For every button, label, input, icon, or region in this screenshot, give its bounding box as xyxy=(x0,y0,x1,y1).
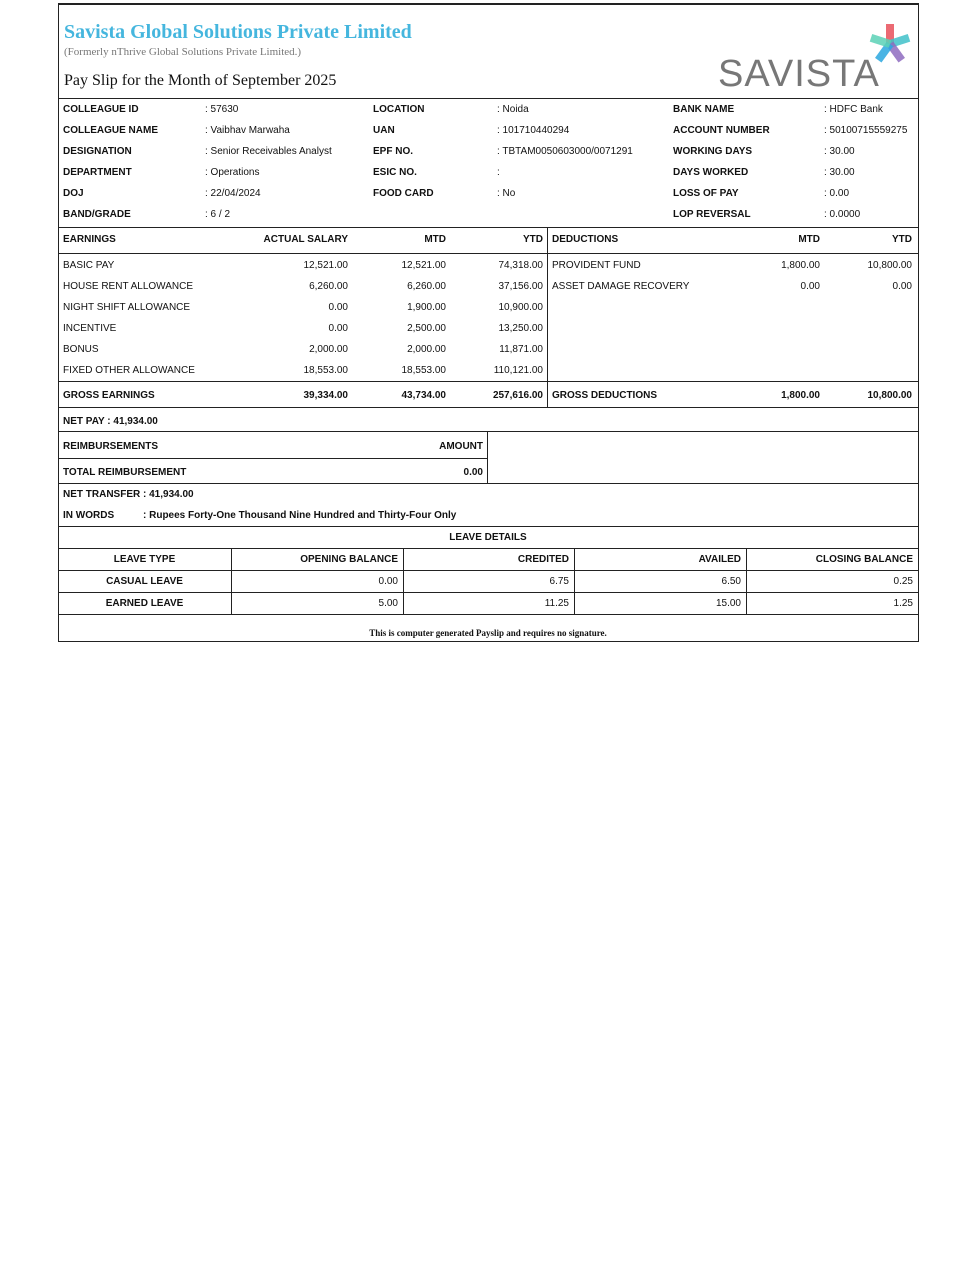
leave-row-value: 1.25 xyxy=(893,598,913,609)
earning-row-value: 0.00 xyxy=(328,302,348,313)
earning-row-label: INCENTIVE xyxy=(63,323,117,334)
leave-row-value: 5.00 xyxy=(378,598,398,609)
leave-row-value: 0.25 xyxy=(893,576,913,587)
earnings-header-value: MTD xyxy=(424,234,446,245)
earning-row-value: 37,156.00 xyxy=(498,281,543,292)
earning-row-value: 12,521.00 xyxy=(401,260,446,271)
leave-header-value: AVAILED xyxy=(698,554,741,565)
info-label: ESIC NO. xyxy=(373,167,417,178)
deduction-row-value: 10,800.00 xyxy=(867,260,912,271)
info-value: : 50100715559275 xyxy=(824,125,908,136)
leave-row-value: 6.50 xyxy=(721,576,741,587)
deduction-row-value: 0.00 xyxy=(800,281,820,292)
info-value: : 6 / 2 xyxy=(205,209,231,220)
deduction-row-label: ASSET DAMAGE RECOVERY xyxy=(552,281,690,292)
leave-header-type: LEAVE TYPE xyxy=(113,554,176,565)
info-value: : TBTAM0050603000/0071291 xyxy=(497,146,633,157)
info-value: : HDFC Bank xyxy=(824,104,883,115)
reimbursements-header: REIMBURSEMENTS xyxy=(63,441,159,452)
deduction-row-label: PROVIDENT FUND xyxy=(552,260,641,271)
deductions-header-value: MTD xyxy=(798,234,820,245)
info-label: COLLEAGUE NAME xyxy=(63,125,158,136)
savista-logo-text: SAVISTA xyxy=(718,53,880,95)
info-label: WORKING DAYS xyxy=(673,146,753,157)
earning-row-value: 1,900.00 xyxy=(407,302,446,313)
payslip-title: Pay Slip for the Month of September 2025 xyxy=(64,72,337,89)
gross-earnings-label: GROSS EARNINGS xyxy=(63,390,155,401)
earning-row-value: 2,500.00 xyxy=(407,323,446,334)
earning-row-label: NIGHT SHIFT ALLOWANCE xyxy=(63,302,191,313)
info-label: BAND/GRADE xyxy=(63,209,131,220)
info-label: EPF NO. xyxy=(373,146,414,157)
info-value: : 30.00 xyxy=(824,146,855,157)
earning-row-value: 13,250.00 xyxy=(498,323,543,334)
gross-deductions-value: 10,800.00 xyxy=(867,390,912,401)
info-value: : 57630 xyxy=(205,104,239,115)
in-words-label: IN WORDS xyxy=(63,510,115,521)
earning-row-label: HOUSE RENT ALLOWANCE xyxy=(63,281,194,292)
earning-row-label: BASIC PAY xyxy=(63,260,115,271)
earning-row-value: 6,260.00 xyxy=(407,281,446,292)
deduction-row-value: 0.00 xyxy=(892,281,912,292)
earnings-header-value: ACTUAL SALARY xyxy=(263,234,348,245)
earning-row-label: FIXED OTHER ALLOWANCE xyxy=(63,365,195,376)
info-value: : 22/04/2024 xyxy=(205,188,261,199)
earning-row-value: 0.00 xyxy=(328,323,348,334)
earning-row-value: 12,521.00 xyxy=(303,260,348,271)
info-label: LOSS OF PAY xyxy=(673,188,739,199)
amount-header: AMOUNT xyxy=(439,441,483,452)
earnings-header-label: EARNINGS xyxy=(63,234,116,245)
info-label: LOP REVERSAL xyxy=(673,209,751,220)
info-value: : 30.00 xyxy=(824,167,855,178)
deductions-header-value: YTD xyxy=(892,234,912,245)
info-value: : xyxy=(497,167,500,178)
total-reimbursement-value: 0.00 xyxy=(463,467,483,478)
gross-earnings-value: 39,334.00 xyxy=(303,390,348,401)
gross-deductions-value: 1,800.00 xyxy=(781,390,820,401)
info-value: : Noida xyxy=(497,104,529,115)
info-label: ACCOUNT NUMBER xyxy=(673,125,770,136)
net-transfer-value: : 41,934.00 xyxy=(143,489,194,500)
deductions-header-label: DEDUCTIONS xyxy=(552,234,619,245)
earning-row-value: 74,318.00 xyxy=(498,260,543,271)
info-label: LOCATION xyxy=(373,104,425,115)
net-pay: NET PAY : 41,934.00 xyxy=(63,416,158,427)
gross-deductions-label: GROSS DEDUCTIONS xyxy=(552,390,658,401)
info-value: : 0.0000 xyxy=(824,209,861,220)
info-label: UAN xyxy=(373,125,395,136)
earning-row-value: 2,000.00 xyxy=(309,344,348,355)
leave-row-value: 11.25 xyxy=(544,598,569,609)
leave-header-value: CREDITED xyxy=(517,554,569,565)
leave-row-value: 6.75 xyxy=(549,576,569,587)
info-label: DESIGNATION xyxy=(63,146,132,157)
gross-earnings-value: 257,616.00 xyxy=(492,390,543,401)
info-value: : 101710440294 xyxy=(497,125,570,136)
info-label: DOJ xyxy=(63,188,84,199)
footer-note: This is computer generated Payslip and requires no signature. xyxy=(369,628,607,638)
earnings-header-value: YTD xyxy=(523,234,543,245)
gross-earnings-value: 43,734.00 xyxy=(401,390,446,401)
info-label: DEPARTMENT xyxy=(63,167,132,178)
formerly-name: (Formerly nThrive Global Solutions Private Limited.) xyxy=(64,46,302,58)
info-value: : Vaibhav Marwaha xyxy=(205,125,290,136)
earning-row-value: 18,553.00 xyxy=(401,365,446,376)
earning-row-value: 10,900.00 xyxy=(498,302,543,313)
info-value: : 0.00 xyxy=(824,188,850,199)
info-label: BANK NAME xyxy=(673,104,735,115)
info-value: : Operations xyxy=(205,167,260,178)
info-label: COLLEAGUE ID xyxy=(63,104,139,115)
leave-row-type: EARNED LEAVE xyxy=(105,598,184,609)
leave-row-value: 15.00 xyxy=(715,598,741,609)
leave-row-value: 0.00 xyxy=(378,576,398,587)
earning-row-value: 11,871.00 xyxy=(499,344,543,355)
info-label: DAYS WORKED xyxy=(673,167,749,178)
info-value: : Senior Receivables Analyst xyxy=(205,146,332,157)
leave-details-title: LEAVE DETAILS xyxy=(449,532,527,543)
company-name: Savista Global Solutions Private Limited xyxy=(64,21,412,43)
earning-row-value: 110,121.00 xyxy=(493,365,543,376)
net-transfer-label: NET TRANSFER xyxy=(63,489,141,500)
earning-row-label: BONUS xyxy=(63,344,99,355)
info-value: : No xyxy=(497,188,516,199)
earning-row-value: 6,260.00 xyxy=(309,281,348,292)
earning-row-value: 18,553.00 xyxy=(303,365,348,376)
total-reimbursement-label: TOTAL REIMBURSEMENT xyxy=(63,467,187,478)
leave-row-type: CASUAL LEAVE xyxy=(106,576,183,587)
leave-header-value: CLOSING BALANCE xyxy=(815,554,913,565)
leave-header-value: OPENING BALANCE xyxy=(300,554,398,565)
info-label: FOOD CARD xyxy=(373,188,434,199)
deduction-row-value: 1,800.00 xyxy=(781,260,820,271)
earning-row-value: 2,000.00 xyxy=(407,344,446,355)
in-words-value: : Rupees Forty-One Thousand Nine Hundred and Thirty-Four Only xyxy=(143,510,457,521)
